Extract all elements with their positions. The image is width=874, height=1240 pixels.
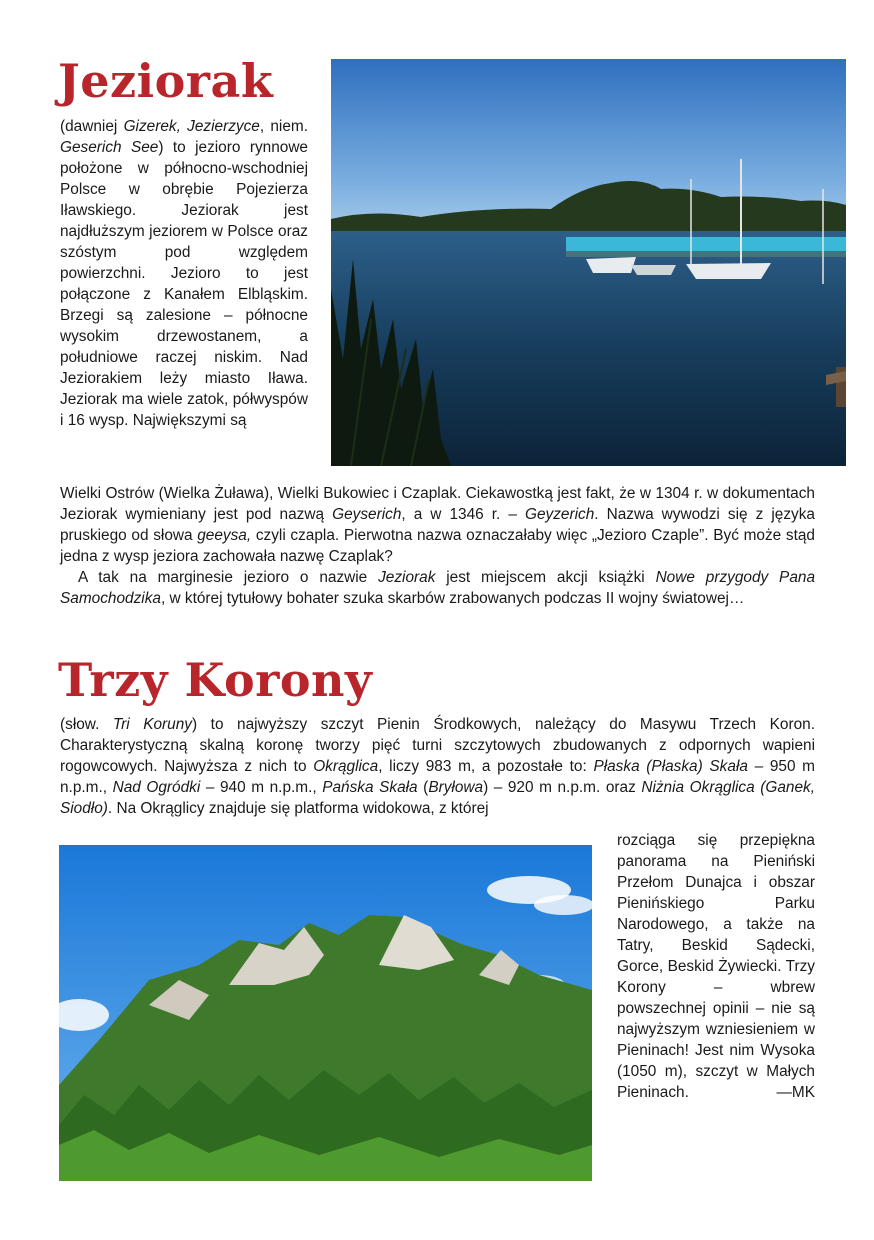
jeziorak-paragraph-2: A tak na marginesie jezioro o nazwie Jeziorak jest miejscem akcji książki Nowe przygody Pana Samochodzika, w której tytułowy bohater szuka skarbów zrabowanych podczas II wojny światowej… bbox=[60, 569, 815, 607]
jeziorak-continuation-text bbox=[60, 483, 815, 609]
jeziorak-paragraph-1-end: Wielki Ostrów (Wielka Żuława), Wielki Bukowiec i Czaplak. Ciekawostką jest fakt, że w 1304 r. w dokumentach Jeziorak wymieniany jest pod nazwą Geyserich, a w 1346 r. – Geyzerich. Nazwa wywodzi się z języka pruskiego od słowa geeysa, czyli czapla. Pierwotna nazwa oznaczałaby więc „Jezioro Czaple”. Być może stąd jedna z wysp jeziora zachowała nazwę Czaplak? bbox=[60, 485, 815, 565]
article-title-trzy-korony: Trzy Korony bbox=[58, 653, 373, 707]
article-title-jeziorak: Jeziorak bbox=[58, 54, 274, 108]
jeziorak-intro-text: (dawniej Gizerek, Jezierzyce, niem. Geserich See) to jezioro rynnowe położone w północno-wschodniej Polsce w obrębie Pojezierza Iławskiego. Jeziorak jest najdłuższym jeziorem w Polsce oraz szóstym pod względem powierzchni. Jezioro to jest połączone z Kanałem Elbląskim. Brzegi są zalesione – północne wysokim drzewostanem, a południowe raczej niskim. Nad Jeziorakiem leży miasto Iława. Jeziorak ma wiele zatok, półwyspów i 16 wysp. Największymi są bbox=[60, 118, 309, 429]
trzy-korony-side-text: rozciąga się przepiękna panorama na Pieniński Przełom Dunajca i obszar Pienińskiego Parku Narodowego, a także na Tatry, Beskid Sądecki, Gorce, Beskid Żywiecki. Trzy Korony – wbrew powszechnej opinii – nie są najwyższym wzniesieniem w Pieninach! Jest nim Wysoka (1050 m), szczyt w Małych Pieninach. —MK bbox=[617, 832, 815, 1101]
mountain-peaks-photo bbox=[59, 845, 592, 1181]
trzy-korony-intro-text: (słow. Tri Koruny) to najwyższy szczyt Pienin Środkowych, należący do Masywu Trzech Koron. Charakterystyczną skalną koronę tworzy pięć turni szczytowych zbudowanych z odpornych wapieni rogowcowych. Najwyższa z nich to Okrąglica, liczy 983 m, a pozostałe to: Płaska (Płaska) Skała – 950 m n.p.m., Nad Ogródki – 940 m n.p.m., Pańska Skała (Bryłowa) – 920 m n.p.m. oraz Niżnia Okrąglica (Ganek, Siodło). Na Okrąglicy znajduje się platforma widokowa, z której bbox=[60, 716, 815, 817]
author-signature: —MK bbox=[776, 1084, 815, 1101]
lake-marina-photo bbox=[331, 59, 846, 466]
